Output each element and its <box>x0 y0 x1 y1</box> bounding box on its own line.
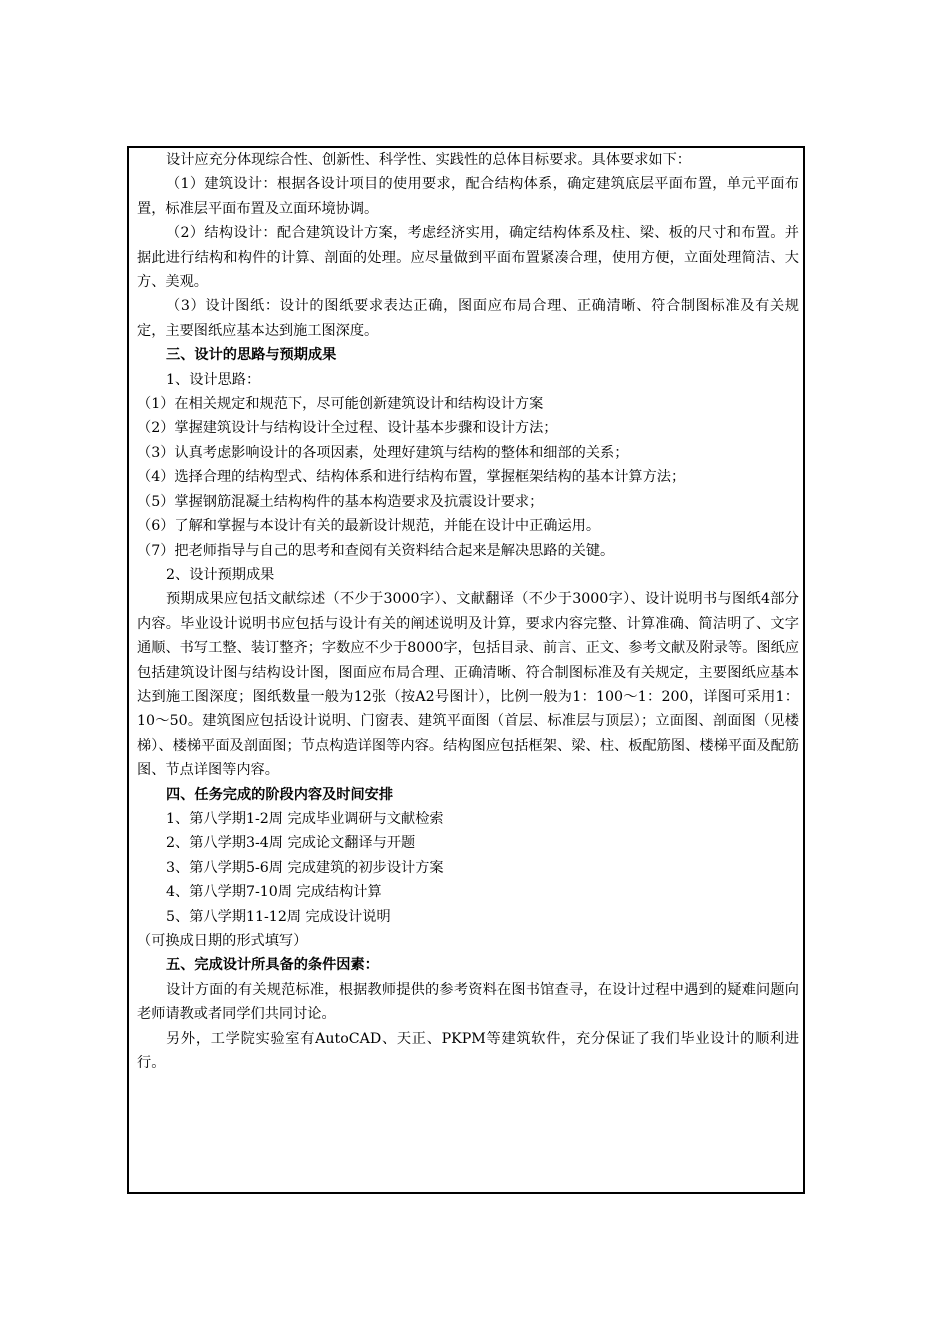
paragraph-stage-4: 4、第八学期7-10周 完成结构计算 <box>166 884 382 901</box>
paragraph-heading-3: 三、设计的思路与预期成果 <box>166 347 337 364</box>
paragraph-stage-3: 3、第八学期5-6周 完成建筑的初步设计方案 <box>166 859 444 876</box>
paragraph-idea-1: （1）在相关规定和规范下，尽可能创新建筑设计和结构设计方案 <box>137 396 544 413</box>
paragraph-req-3: （3）设计图纸：设计的图纸要求表达正确，图面应布局合理、正确清晰、符合制图标准及有关规定，主要图纸应基本达到施工图深度。 <box>137 298 799 339</box>
paragraph-idea-4: （4）选择合理的结构型式、结构体系和进行结构布置，掌握框架结构的基本计算方法； <box>137 469 686 486</box>
paragraph-req-1: （1）建筑设计：根据各设计项目的使用要求，配合结构体系，确定建筑底层平面布置，单元平面布置，标准层平面布置及立面环境协调。 <box>137 176 799 217</box>
paragraph-idea-7: （7）把老师指导与自己的思考和查阅有关资料结合起来是解决思路的关键。 <box>137 542 615 559</box>
paragraph-idea-5: （5）掌握钢筋混凝土结构构件的基本构造要求及抗震设计要求； <box>137 493 544 510</box>
paragraph-idea-2: （2）掌握建筑设计与结构设计全过程、设计基本步骤和设计方法； <box>137 420 558 437</box>
paragraph-sub-2: 2、设计预期成果 <box>166 566 275 583</box>
paragraph-cond-2: 另外，工学院实验室有AutoCAD、天正、PKPM等建筑软件，充分保证了我们毕业设计的顺利进行。 <box>137 1030 799 1072</box>
paragraph-intro: 设计应充分体现综合性、创新性、科学性、实践性的总体目标要求。具体要求如下： <box>166 152 691 168</box>
document-body <box>137 148 799 1075</box>
paragraph-outcome: 预期成果应包括文献综述（不少于3000字）、文献翻译（不少于3000字）、设计说明书与图纸4部分内容。毕业设计说明书应包括与设计有关的阐述说明及计算，要求内容完整、计算准确、简洁明了、文字通顺、书写工整、装订整齐；字数应不少于8000字，包括目录、前言、正文、参考文献及附录等。图纸应包括建筑设计图与结构设计图，图面应布局合理、正确清晰、符合制图标准及有关规定，主要图纸应基本达到施工图深度；图纸数量一般为12张（按A2号图计），比例一般为1：100～1：200，详图可采用1：10～50。建筑图应包括设计说明、门窗表、建筑平面图（首层、标准层与顶层）；立面图、剖面图（见楼梯）、楼梯平面及剖面图；节点构造详图等内容。结构图应包括框架、梁、柱、板配筋图、楼梯平面及配筋图、节点详图等内容。 <box>137 591 799 779</box>
paragraph-stage-2: 2、第八学期3-4周 完成论文翻译与开题 <box>166 835 416 852</box>
paragraph-idea-3: （3）认真考虑影响设计的各项因素，处理好建筑与结构的整体和细部的关系； <box>137 444 629 461</box>
paragraph-heading-4: 四、任务完成的阶段内容及时间安排 <box>166 786 394 803</box>
paragraph-sub-1: 1、设计思路： <box>166 371 261 388</box>
paragraph-heading-5: 五、完成设计所具备的条件因素： <box>166 957 379 974</box>
paragraph-idea-6: （6）了解和掌握与本设计有关的最新设计规范，并能在设计中正确运用。 <box>137 518 601 535</box>
paragraph-stage-5: 5、第八学期11-12周 完成设计说明 <box>166 908 391 925</box>
paragraph-stage-1: 1、第八学期1-2周 完成毕业调研与文献检索 <box>166 810 444 827</box>
paragraph-req-2: （2）结构设计：配合建筑设计方案，考虑经济实用，确定结构体系及柱、梁、板的尺寸和布置。并据此进行结构和构件的计算、剖面的处理。应尽量做到平面布置紧凑合理，使用方便，立面处理简洁、大方、美观。 <box>137 225 799 291</box>
paragraph-stage-note: （可换成日期的形式填写） <box>137 933 308 949</box>
paragraph-cond-1: 设计方面的有关规范标准，根据教师提供的参考资料在图书馆查寻，在设计过程中遇到的疑难问题向老师请教或者同学们共同讨论。 <box>137 981 799 1023</box>
